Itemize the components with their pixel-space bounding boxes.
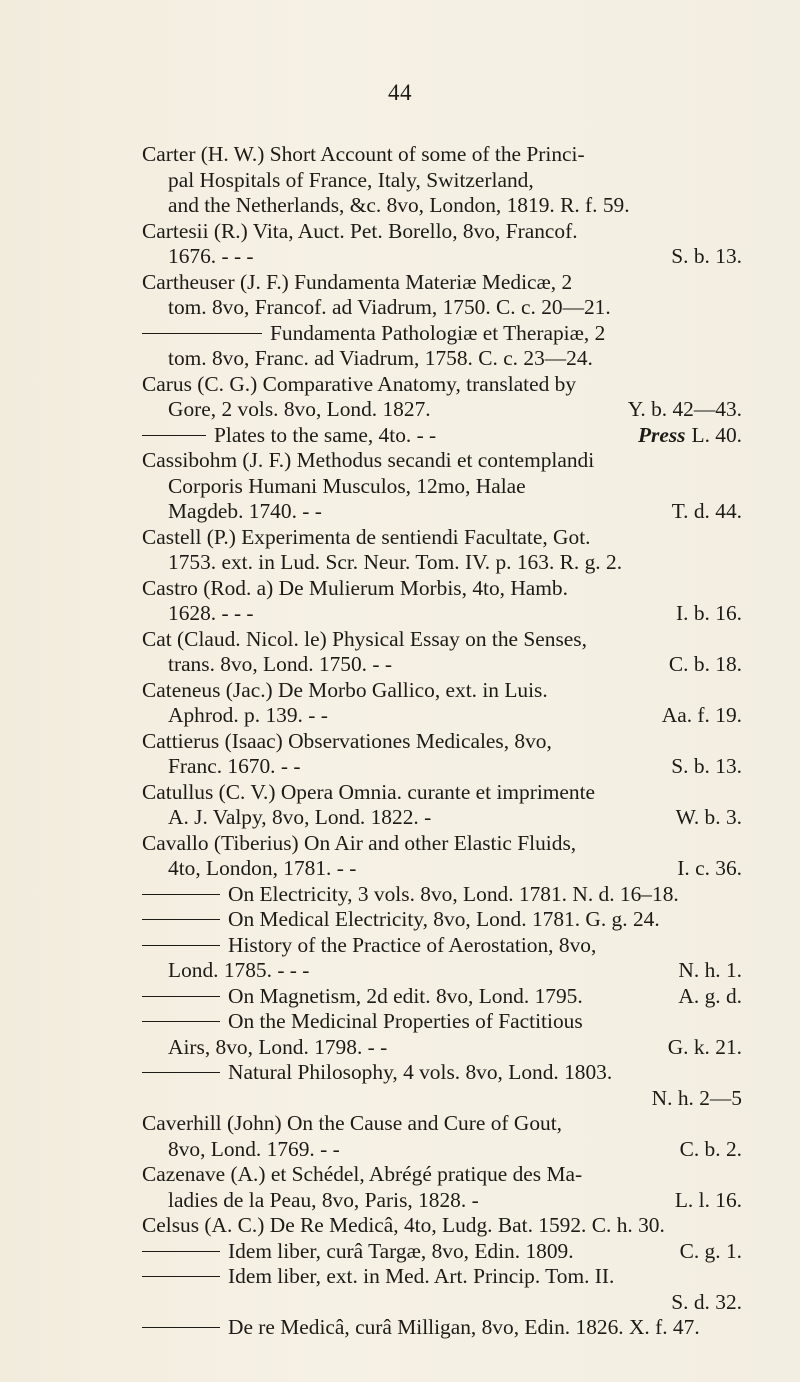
entry-text: Celsus (A. C.) De Re Medicâ, 4to, Ludg. Bat. 1592. C. h. 30. — [142, 1213, 665, 1237]
entry-line — [142, 1162, 742, 1188]
entry-text: Cavallo (Tiberius) On Air and other Elastic Fluids, — [142, 830, 577, 855]
catalog-entry — [142, 448, 742, 525]
entry-line — [142, 754, 742, 780]
shelf-mark: W. b. 3. — [675, 805, 742, 829]
entry-line — [142, 1213, 742, 1239]
entry-text: Cat (Claud. Nicol. le) Physical Essay on the Senses, — [142, 626, 587, 651]
entry-line — [142, 907, 742, 933]
entry-line — [142, 550, 742, 576]
entry-text: ladies de la Peau, 8vo, Paris, 1828. - — [168, 1187, 479, 1212]
catalog-entry — [142, 1162, 742, 1213]
entry-line — [142, 984, 742, 1010]
entry-text: Magdeb. 1740. - - — [168, 499, 322, 523]
entry-text: Cazenave (A.) et Schédel, Abrégé pratique des Ma- — [142, 1162, 583, 1186]
shelf-mark: S. b. 13. — [671, 244, 742, 268]
catalog-entry — [142, 729, 742, 780]
entry-text: tom. 8vo, Franc. ad Viadrum, 1758. C. c. 23—24. — [168, 346, 593, 370]
catalog-entry — [142, 627, 742, 678]
ditto-dash — [142, 1276, 220, 1277]
entry-text: tom. 8vo, Francof. ad Viadrum, 1750. C. c. 20—21. — [168, 295, 611, 319]
shelf-mark: C. b. 2. — [679, 1136, 742, 1161]
entry-line — [142, 1060, 742, 1086]
ditto-dash — [142, 1072, 220, 1073]
ditto-dash — [142, 1327, 220, 1328]
page-number: 44 — [388, 80, 412, 105]
catalog-entry — [142, 525, 742, 576]
entry-line — [142, 448, 742, 474]
shelf-mark: N. h. 1. — [678, 958, 742, 982]
entry-text: Cassibohm (J. F.) Methodus secandi et contemplandi — [142, 448, 595, 472]
catalog-entry — [142, 1111, 742, 1162]
entry-line — [142, 168, 742, 194]
entry-text: Idem liber, ext. in Med. Art. Princip. Tom. II. — [228, 1264, 615, 1288]
entry-line — [142, 397, 742, 423]
shelf-mark: S. b. 13. — [671, 754, 742, 778]
press-label: Press — [637, 422, 686, 447]
entry-line — [142, 1111, 742, 1137]
entry-line — [142, 856, 742, 882]
entry-text: 1676. - - - — [168, 244, 254, 268]
entry-line — [142, 423, 742, 449]
entry-text: Lond. 1785. - - - — [168, 958, 310, 982]
entry-text: Carus (C. G.) Comparative Anatomy, translated by — [142, 371, 577, 396]
entry-line — [142, 933, 742, 959]
entry-line — [142, 780, 742, 806]
entry-text: Cartheuser (J. F.) Fundamenta Materiæ Medicæ, 2 — [142, 269, 573, 294]
entry-text: 1628. - - - — [168, 601, 254, 625]
entry-line — [142, 678, 742, 704]
ditto-dash — [142, 1251, 220, 1252]
ditto-dash — [142, 919, 220, 920]
entry-text: trans. 8vo, Lond. 1750. - - — [168, 652, 392, 676]
catalog-entry — [142, 678, 742, 729]
ditto-dash — [142, 333, 262, 334]
entry-text: Fundamenta Pathologiæ et Therapiæ, 2 — [270, 320, 606, 345]
entry-line — [142, 576, 742, 602]
shelf-mark: C. b. 18. — [668, 652, 742, 676]
entry-line — [142, 499, 742, 525]
entry-line — [142, 525, 742, 551]
entry-line — [142, 703, 742, 729]
ditto-dash — [142, 894, 220, 895]
entry-text: Aphrod. p. 139. - - — [168, 703, 328, 727]
entry-text: On Medical Electricity, 8vo, Lond. 1781. G. g. 24. — [228, 907, 660, 931]
entry-line — [142, 805, 742, 831]
entry-text: 4to, London, 1781. - - — [168, 856, 357, 880]
entry-text: Castro (Rod. a) De Mulierum Morbis, 4to, Hamb. — [142, 575, 568, 600]
entry-text: De re Medicâ, curâ Milligan, 8vo, Edin. 1826. X. f. 47. — [228, 1315, 700, 1339]
entry-line — [142, 627, 742, 653]
shelf-mark: I. c. 36. — [677, 856, 742, 880]
entry-line — [142, 601, 742, 627]
entry-text: Castell (P.) Experimenta de sentiendi Facultate, Got. — [142, 524, 591, 549]
shelf-mark: Y. b. 42—43. — [627, 397, 742, 421]
ditto-dash — [142, 996, 220, 997]
shelf-mark: C. g. 1. — [679, 1238, 742, 1263]
entry-line — [142, 1264, 742, 1290]
entry-line — [142, 729, 742, 755]
entry-text: Idem liber, curâ Targæ, 8vo, Edin. 1809. — [228, 1238, 574, 1263]
entry-line — [142, 321, 742, 347]
entry-text: Catullus (C. V.) Opera Omnia. curante et imprimente — [142, 779, 596, 804]
entry-line — [142, 831, 742, 857]
entry-text: 8vo, Lond. 1769. - - — [168, 1136, 340, 1161]
shelf-mark: G. k. 21. — [667, 1034, 742, 1059]
entry-text: Airs, 8vo, Lond. 1798. - - — [168, 1034, 388, 1059]
entry-text: On Electricity, 3 vols. 8vo, Lond. 1781. N. d. 16–18. — [228, 881, 679, 906]
entry-text: pal Hospitals of France, Italy, Switzerland, — [168, 167, 534, 192]
entry-line — [142, 1239, 742, 1265]
entry-line — [142, 652, 742, 678]
entry-line — [142, 1290, 742, 1316]
ditto-dash — [142, 1021, 220, 1022]
entry-text: Corporis Humani Musculos, 12mo, Halae — [168, 473, 526, 498]
entry-line — [142, 372, 742, 398]
entry-line — [142, 1035, 742, 1061]
shelf-mark: Aa. f. 19. — [661, 703, 742, 727]
entry-line — [142, 1009, 742, 1035]
entry-text: Caverhill (John) On the Cause and Cure of Gout, — [142, 1111, 563, 1135]
entry-text: Cattierus (Isaac) Observationes Medicales, 8vo, — [142, 728, 552, 753]
catalog-entry — [142, 1213, 742, 1341]
entry-text: and the Netherlands, &c. 8vo, London, 1819. R. f. 59. — [168, 193, 630, 217]
shelf-mark: N. h. 2—5 — [651, 1085, 742, 1110]
entry-line — [142, 142, 742, 168]
entry-line — [142, 1137, 742, 1163]
entry-text: Carter (H. W.) Short Account of some of the Princi- — [142, 142, 585, 166]
entry-line — [142, 295, 742, 321]
catalog-entry — [142, 831, 742, 1112]
entry-text: 1753. ext. in Lud. Scr. Neur. Tom. IV. p. 163. R. g. 2. — [168, 550, 623, 574]
entry-text: Cateneus (Jac.) De Morbo Gallico, ext. in Luis. — [142, 677, 548, 702]
entry-line — [142, 1315, 742, 1341]
entry-text: On Magnetism, 2d edit. 8vo, Lond. 1795. — [228, 983, 583, 1008]
entry-text: On the Medicinal Properties of Factitious — [228, 1009, 583, 1033]
ditto-dash — [142, 945, 220, 946]
entry-text: Natural Philosophy, 4 vols. 8vo, Lond. 1803. — [228, 1060, 613, 1084]
catalog-entry — [142, 780, 742, 831]
entry-line — [142, 1188, 742, 1214]
catalog-entry — [142, 576, 742, 627]
shelf-mark: I. b. 16. — [676, 601, 742, 625]
catalog-entry — [142, 142, 742, 219]
entry-line — [142, 219, 742, 245]
entry-line — [142, 270, 742, 296]
bibliography-entries — [142, 142, 742, 1341]
entry-text: A. J. Valpy, 8vo, Lond. 1822. - — [168, 805, 432, 829]
entry-text: Franc. 1670. - - — [168, 754, 301, 778]
shelf-mark: T. d. 44. — [671, 499, 742, 523]
shelf-mark: S. d. 32. — [671, 1289, 742, 1314]
catalog-entry — [142, 219, 742, 270]
entry-line — [142, 346, 742, 372]
shelf-mark: A. g. d. — [678, 983, 742, 1008]
entry-line — [142, 244, 742, 270]
entry-line — [142, 958, 742, 984]
entry-text: History of the Practice of Aerostation, 8vo, — [228, 932, 597, 957]
entry-line — [142, 1086, 742, 1112]
entry-text: Cartesii (R.) Vita, Auct. Pet. Borello, 8vo, Francof. — [142, 218, 578, 243]
entry-line — [142, 474, 742, 500]
entry-text: Gore, 2 vols. 8vo, Lond. 1827. — [168, 397, 431, 421]
catalog-entry — [142, 372, 742, 449]
entry-line — [142, 193, 742, 219]
entry-text: Plates to the same, 4to. - - — [214, 422, 437, 447]
ditto-dash — [142, 435, 206, 436]
catalog-entry — [142, 270, 742, 372]
shelf-mark: L. 40. — [691, 422, 742, 447]
entry-line — [142, 882, 742, 908]
shelf-mark: L. l. 16. — [674, 1187, 742, 1212]
